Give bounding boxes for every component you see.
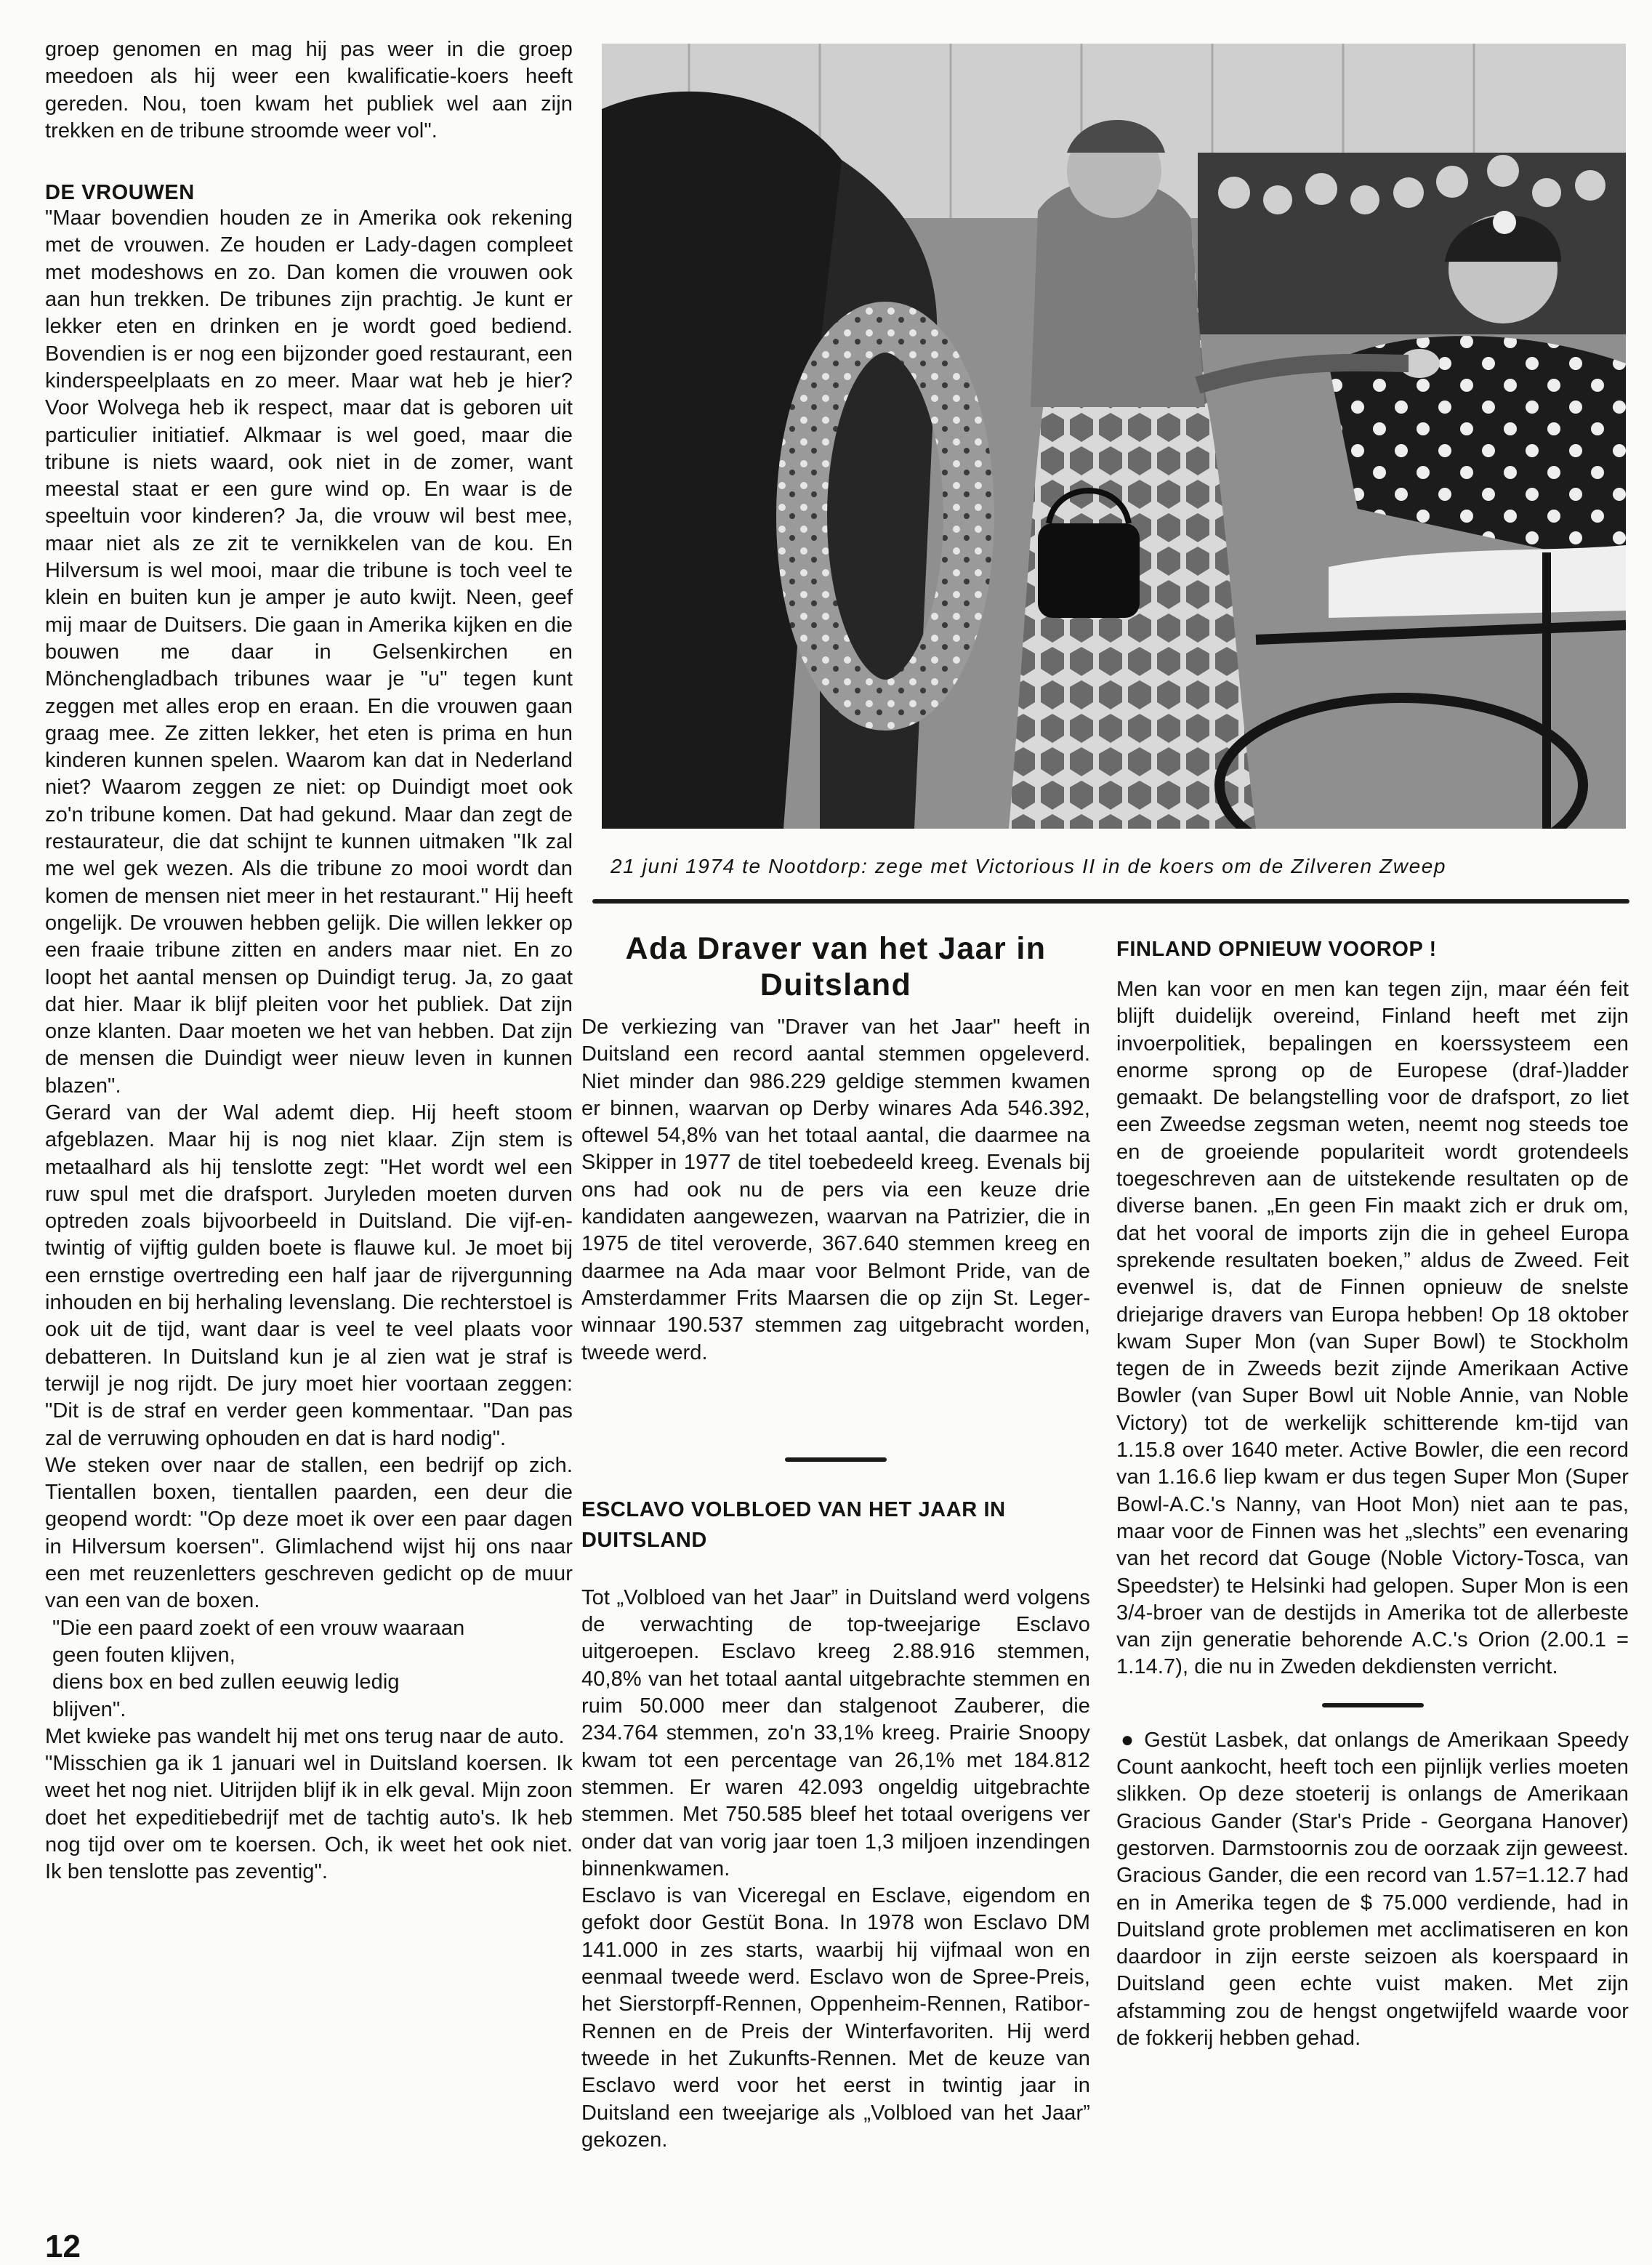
esclavo-paragraph-2: Esclavo is van Viceregal en Esclave, eigendom en gefokt door Gestüt Bona. In 1978 won Esclavo DM 141.000 in zes starts, waarbij hij vijfmaal won en eenmaal tweede werd. Esclavo won de Spree-Preis, het Sierstorpff-Rennen, Oppenheim-Rennen, Ratibor-Rennen en de Preis der Winterfavoriten. Hij werd tweede in het Zukunfts-Rennen. Met de keuze van Esclavo werd voor het eerst in twintig jaar in Duitsland een tweejarige als „Volbloed van het Jaar” gekozen. (581, 1884, 1090, 2152)
esclavo-heading: ESCLAVO VOLBLOED VAN HET JAAR IN DUITSLAND (581, 1497, 1006, 1552)
headline-block (581, 930, 1090, 1003)
vrouwen-body: "Maar bovendien houden ze in Amerika ook rekening met de vrouwen. Ze houden er Lady-dagen compleet met modeshows en zo. Dan komen die vrouwen ook aan hun trekken. De tribunes zijn prachtig. Je kunt er lekker eten en drinken en je wordt goed bediend. Bovendien is er nog een bijzonder goed restaurant, een kinderspeelplaats en zo meer. Maar wat heb je hier? Voor Wolvega heb ik respect, maar dat is geboren uit particulier initiatief. Alkmaar is wel goed, maar die tribune is niets waard, ook niet in de zomer, want meestal staat er een gure wind op. En waar is de speeltuin voor kinderen? Ja, die vrouw wil best mee, maar niet als ze zit te vernikkelen van de kou. En Hilversum is wel mooi, maar die tribune is toch veel te klein en buiten kun je amper je auto kwijt. Neen, geef mij maar de Duitsers. Die gaan in Amerika kijken en die bouwen me daar in Gelsenkirchen en Mönchengladbach tribunes waar je "u" tegen kunt zeggen met alles erop en eraan. En die vrouwen gaan graag mee. Ze zitten lekker, het eten is prima en hun kinderen kunnen spelen. Waarom kan dat in Nederland niet? Waarom zeggen ze niet: op Duindigt moet ook zo'n tribune komen. Dat had gekund. Maar dan zegt de restaurateur, die dat schijnt te kunnen uitmaken "Ik zal me wel gek wezen. Als die tribune zo mooi wordt dan komen de mensen niet meer in het restaurant." Hij heeft ongelijk. De vrouwen hebben gelijk. Die willen lekker op een fraaie tribune zitten en anders maar niet. En zo loopt het aantal mensen op Duindigt terug. Ja, zo gaat dat hier. Maar ik blijf pleiten voor het publiek. Dat zijn onze klanten. Daar moeten we het van hebben. Dat zijn de mensen die Duindigt weer nieuw leven in kunnen blazen". Gerard van der Wal ademt diep. Hij heeft stoom afgeblazen. Maar hij is nog niet klaar. Zijn stem is metaalhard als hij tenslotte zegt: "Het wordt wel een ruw spul met die drafsport. Juryleden moeten durven optreden zoals bijvoorbeeld in Duitsland. Die vijf-en-twintig of vijftig gulden boete is flauwe kul. Je moet bij een ernstige overtreding een half jaar de rijvergunning inhouden en bij herhaling levenslang. Die rechterstoel is ook uit de tijd, want daar is veel te veel plaats voor debatteren. In Duitsland kun je al zien wat je straf is terwijl je nog rijdt. De jury moet hier voortaan zeggen: "Dit is de straf en verder geen kommentaar. "Dan pas zal de verruwing ophouden en dat is hard nodig". We steken over naar de stallen, een bedrijf op zich. Tientallen boxen, tientallen paarden, een deur die geopend wordt: "Op deze moet ik over een paar dagen in Hilversum koersen". Glimlachend wijst hij ons naar een met reuzenletters geschreven gedicht op de muur van een van de boxen. (45, 206, 573, 1613)
right-column (1116, 938, 1629, 2052)
esclavo-paragraph-1: Tot „Volbloed van het Jaar” in Duitsland werd volgens de verwachting de top-tweejarige Esclavo uitgeroepen. Esclavo kreeg 2.88.916 stemmen, 40,8% van het totaal aantal uitgebrachte stemmen en ruim 50.000 meer dan stalgenoot Zauberer, die 234.764 stemmen, zo'n 33,1% kreeg. Prairie Snoopy kwam tot een percentage van 26,1% met 184.812 stemmen. Er waren 42.093 ongeldig uitgebrachte stemmen. Met 750.585 bleef het totaal overigens ver onder dat van vorig jaar toen 1,3 miljoen inzendingen binnenkwamen. (581, 1585, 1090, 1880)
lasbek-brief (1116, 1726, 1629, 2053)
headline-ada: Ada Draver van het Jaar in Duitsland (625, 931, 1047, 1002)
poem: "Die een paard zoekt of een vrouw waaraan geen fouten klijven, diens box en bed zullen eeuwig ledig blijven". (52, 1616, 465, 1721)
short-rule (785, 1457, 887, 1462)
photo-illustration (602, 44, 1626, 829)
bullet-icon: ● (1121, 1727, 1137, 1752)
photo-caption: 21 juni 1974 te Nootdorp: zege met Victorious II in de koers om de Zilveren Zweep (611, 855, 1447, 877)
closing-paragraph: Met kwieke pas wandelt hij met ons terug naar de auto. "Misschien ga ik 1 januari wel in Duitsland koersen. Ik weet het nog niet. Uitrijden blijf ik in elk geval. Mijn zoon doet het expeditiebedrijf met de tachtig auto's. Ik heb nog tijd over om te koersen. Och, ik weet het ook niet. Ik ben tenslotte pas zeventig". (45, 1724, 573, 1884)
photo-victory-ceremony (602, 44, 1626, 829)
middle-column (581, 1014, 1090, 2154)
finland-article: Men kan voor en men kan tegen zijn, maar één feit blijft duidelijk overeind, Finland heeft met zijn invoerpolitiek, bepalingen en koerssysteem een enorme sprong op de Europese (draf-)ladder gemaakt. De belangstelling voor de drafsport, zo liet een Zweedse zegsman weten, neemt nog steeds toe en de groeiende populariteit wordt grotendeels toegeschreven aan de uitstekende resultaten op de diverse banen. „En geen Fin maakt zich er druk om, dat het vooral de imports zijn die in geheel Europa sprekende resultaten boeken,” aldus de Zweed. Feit evenwel is, dat de Finnen opnieuw de snelste driejarige dravers van Europa hebben! Op 18 oktober kwam Super Mon (van Super Bowl) te Stockholm tegen de in Zweeds bezit zijnde Amerikaan Active Bowler (van Super Bowl uit Noble Annie, van Noble Victory) tot de werkelijk schitterende km-tijd van 1.15.8 over 1640 meter. Active Bowler, die een record van 1.16.6 liep kwam er dus tegen Super Mon (Super Bowl-A.C.'s Nanny, van Hoot Mon) niet aan te pas, maar voor de Finnen was het „slechts” een evenaring van het record dat Gouge (Noble Victory-Tosca, van Speedster) te Helsinki had gelopen. Super Mon is een 3/4-broer van de destijds in Amerika tot de allerbeste van zijn generatie behorende A.C.'s Orion (2.00.1 = 1.14.7), die nu in Zweden dekdiensten verricht. (1116, 978, 1629, 1679)
short-rule-right (1322, 1703, 1424, 1707)
section-rule (592, 899, 1629, 904)
finland-heading: FINLAND OPNIEUW VOOROP ! (1116, 938, 1437, 961)
intro-paragraph: groep genomen en mag hij pas weer in die groep meedoen als hij weer een kwalificatie-koers heeft gereden. Nou, toen kwam het publiek wel aan zijn trekken en de tribune stroomde weer vol". (45, 38, 573, 142)
ada-article: De verkiezing van "Draver van het Jaar" heeft in Duitsland een record aantal stemmen opgeleverd. Niet minder dan 986.229 geldige stemmen kwamen er binnen, waarvan op Derby winares Ada 546.392, oftewel 54,8% van het totaal aantal, die daarmee na Skipper in 1977 de titel toebedeeld kreeg. Evenals bij ons had ook nu de pers via een keuze drie kandidaten aangewezen, waarvan na Patrizier, die in 1975 de titel veroverde, 367.640 stemmen kreeg en daarmee na Ada maar voor Belmont Pride, van de Amsterdammer Frits Maarsen die op zijn St. Leger-winnaar 190.537 stemmen zag uitgebracht worden, tweede werd. (581, 1015, 1090, 1364)
left-column (45, 36, 573, 1886)
subhead-de-vrouwen: DE VROUWEN (45, 181, 195, 205)
lasbek-text: Gestüt Lasbek, dat onlangs de Amerikaan Speedy Count aankocht, heeft toch een pijnlijk verlies moeten slikken. Op deze stoeterij is onlangs de Amerikaan Gracious Gander (Star's Pride - Georgana Hanover) gestorven. Darmstoornis zou de oorzaak zijn geweest. Gracious Gander, die een record van 1.57=1.12.7 had en in Amerika tegen de $ 75.000 verdiende, had in Duitsland grote problemen met acclimatiseren en kon daardoor in zijn eerste seizoen als koerspaard in Duitsland geen echte vuist maken. Met zijn afstamming zou de hengst ongetwijfeld waarde voor de fokkerij hebben gehad. (1116, 1728, 1629, 2050)
page-number: 12 (45, 2229, 81, 2264)
